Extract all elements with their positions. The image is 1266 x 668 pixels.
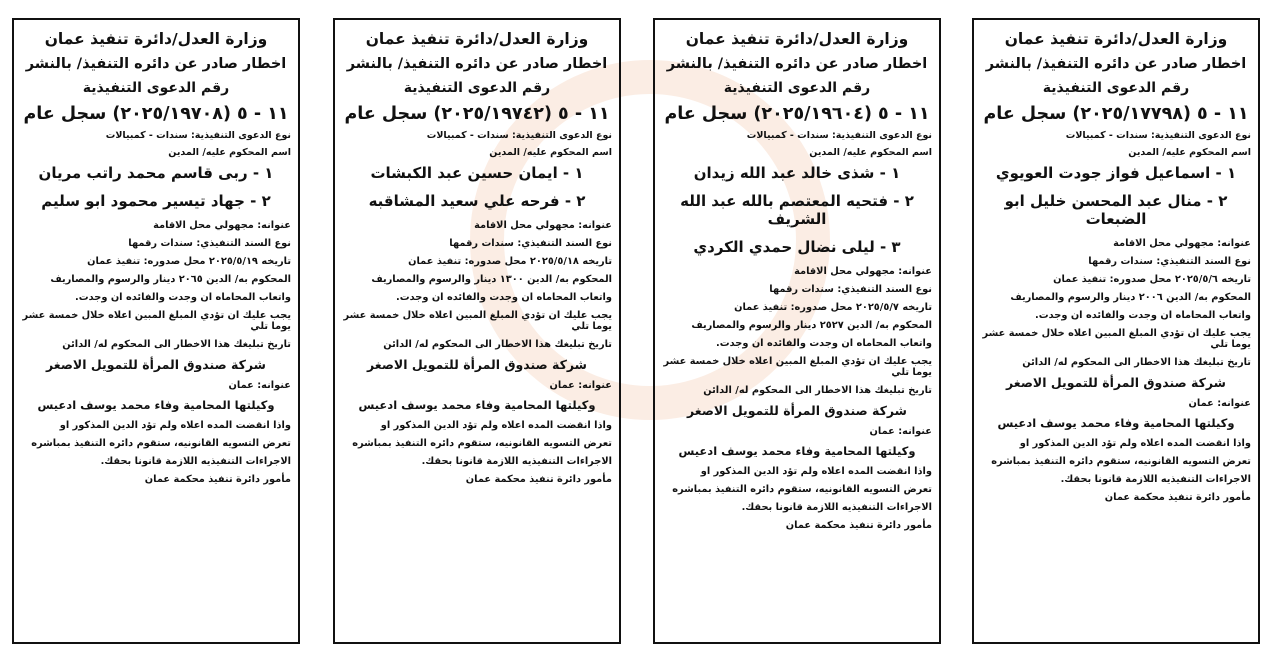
notice-title: اخطار صادر عن دائره التنفيذ/ بالنشر xyxy=(25,56,287,72)
ministry-title: وزارة العدل/دائرة تنفيذ عمان xyxy=(685,30,909,48)
notice-title: اخطار صادر عن دائره التنفيذ/ بالنشر xyxy=(346,56,608,72)
company-name: شركة صندوق المرأة للتمويل الاصغر xyxy=(687,403,907,418)
pay-line: يجب عليك ان تؤدي المبلغ المبين اعلاه خلال خمسة عشر يوما تلي xyxy=(663,356,932,378)
pay-line: يجب عليك ان تؤدي المبلغ المبين اعلاه خلال خمسة عشر يوما تلي xyxy=(22,310,291,332)
defendant-name: ١ - شذى خالد عبد الله زيدان xyxy=(693,164,901,182)
case-type: نوع الدعوى التنفيذية: سندات - كمبيالات xyxy=(746,130,932,141)
fees-line: واتعاب المحاماه ان وجدت والفائده ان وجدت. xyxy=(75,292,291,303)
defendant-name: ٢ - منال عبد المحسن خليل ابو الضبعات xyxy=(1004,192,1228,228)
closing-line: تعرض التسويه القانونيه، ستقوم دائره التنفيذ بمباشره xyxy=(672,484,932,495)
company-name: شركة صندوق المرأة للتمويل الاصغر xyxy=(1006,375,1226,390)
pay-line: تاريخ تبليغك هذا الاخطار الى المحكوم له/ الدائن xyxy=(62,339,291,350)
defendant-label: اسم المحكوم عليه/ المدين xyxy=(489,147,612,158)
closing-line: الاجراءات التنفيذيه اللازمة قانونا بحقك. xyxy=(421,456,612,467)
notice-title: اخطار صادر عن دائره التنفيذ/ بالنشر xyxy=(666,56,928,72)
closing-line: الاجراءات التنفيذيه اللازمة قانونا بحقك. xyxy=(100,456,291,467)
defendant-label: اسم المحكوم عليه/ المدين xyxy=(1128,147,1251,158)
closing-line: واذا انقضت المده اعلاه ولم تؤد الدين المذكور او xyxy=(1019,438,1251,449)
case-label: رقم الدعوى التنفيذية xyxy=(723,80,871,96)
closing-line: واذا انقضت المده اعلاه ولم تؤد الدين المذكور او xyxy=(59,420,291,431)
bond-type: نوع السند التنفيذي: سندات رقمها xyxy=(1088,256,1251,267)
address-line: عنوانه: مجهولي محل الاقامة xyxy=(153,220,291,231)
lawyer-name: وكيلتها المحامية وفاء محمد يوسف ادعيس xyxy=(997,416,1235,430)
case-type: نوع الدعوى التنفيذية: سندات - كمبيالات xyxy=(1065,130,1251,141)
case-label: رقم الدعوى التنفيذية xyxy=(403,80,551,96)
case-label: رقم الدعوى التنفيذية xyxy=(1042,80,1190,96)
case-number: ١١ - ٥ (٢٠٢٥/١٩٧٠٨) سجل عام xyxy=(23,104,289,124)
ministry-title: وزارة العدل/دائرة تنفيذ عمان xyxy=(44,30,268,48)
pay-line: تاريخ تبليغك هذا الاخطار الى المحكوم له/ الدائن xyxy=(1022,357,1251,368)
case-number: ١١ - ٥ (٢٠٢٥/١٩٦٠٤) سجل عام xyxy=(664,104,930,124)
footer: مأمور دائرة تنفيذ محكمة عمان xyxy=(465,474,612,485)
pay-line: يجب عليك ان تؤدي المبلغ المبين اعلاه خلال خمسة عشر يوما تلي xyxy=(343,310,612,332)
defendant-label: اسم المحكوم عليه/ المدين xyxy=(809,147,932,158)
case-number: ١١ - ٥ (٢٠٢٥/١٧٧٩٨) سجل عام xyxy=(983,104,1249,124)
company-name: شركة صندوق المرأة للتمويل الاصغر xyxy=(46,357,266,372)
footer: مأمور دائرة تنفيذ محكمة عمان xyxy=(144,474,291,485)
closing-line: تعرض التسويه القانونيه، ستقوم دائره التنفيذ بمباشره xyxy=(352,438,612,449)
date-line: تاريخه ٢٠٢٥/٥/١٨ محل صدوره: تنفيذ عمان xyxy=(408,256,612,267)
company-name: شركة صندوق المرأة للتمويل الاصغر xyxy=(367,357,587,372)
closing-line: واذا انقضت المده اعلاه ولم تؤد الدين المذكور او xyxy=(380,420,612,431)
address-line: عنوانه: مجهولي محل الاقامة xyxy=(794,266,932,277)
company-address: عنوانه: عمان xyxy=(549,380,612,391)
defendant-name: ٢ - فتحيه المعتصم بالله عبد الله الشريف xyxy=(680,192,914,228)
closing-line: واذا انقضت المده اعلاه ولم تؤد الدين المذكور او xyxy=(700,466,932,477)
notice-4 xyxy=(12,18,300,644)
defendant-name: ٢ - جهاد تيسير محمود ابو سليم xyxy=(41,192,271,210)
pay-line: تاريخ تبليغك هذا الاخطار الى المحكوم له/ الدائن xyxy=(383,339,612,350)
defendant-name: ٣ - ليلى نضال حمدي الكردي xyxy=(693,238,901,256)
date-line: تاريخه ٢٠٢٥/٥/١٩ محل صدوره: تنفيذ عمان xyxy=(87,256,291,267)
notice-title: اخطار صادر عن دائره التنفيذ/ بالنشر xyxy=(985,56,1247,72)
fees-line: واتعاب المحاماه ان وجدت والفائده ان وجدت. xyxy=(396,292,612,303)
pay-line: يجب عليك ان تؤدي المبلغ المبين اعلاه خلال خمسة عشر يوما تلي xyxy=(982,328,1251,350)
amount-line: المحكوم به/ الدين ٢٠٠٦ دينار والرسوم والمصاريف xyxy=(1010,292,1251,303)
company-address: عنوانه: عمان xyxy=(869,426,932,437)
notice-3 xyxy=(333,18,621,644)
lawyer-name: وكيلتها المحامية وفاء محمد يوسف ادعيس xyxy=(678,444,916,458)
bond-type: نوع السند التنفيذي: سندات رقمها xyxy=(769,284,932,295)
fees-line: واتعاب المحاماه ان وجدت والفائده ان وجدت. xyxy=(716,338,932,349)
fees-line: واتعاب المحاماه ان وجدت والفائده ان وجدت. xyxy=(1035,310,1251,321)
case-number: ١١ - ٥ (٢٠٢٥/١٩٧٤٢) سجل عام xyxy=(344,104,610,124)
amount-line: المحكوم به/ الدين ٢٥٢٧ دينار والرسوم والمصاريف xyxy=(691,320,932,331)
case-type: نوع الدعوى التنفيذية: سندات - كمبيالات xyxy=(426,130,612,141)
ministry-title: وزارة العدل/دائرة تنفيذ عمان xyxy=(365,30,589,48)
company-address: عنوانه: عمان xyxy=(228,380,291,391)
company-address: عنوانه: عمان xyxy=(1188,398,1251,409)
lawyer-name: وكيلتها المحامية وفاء محمد يوسف ادعيس xyxy=(358,398,596,412)
defendant-name: ٢ - فرحه علي سعيد المشاقبه xyxy=(368,192,586,210)
case-label: رقم الدعوى التنفيذية xyxy=(82,80,230,96)
defendant-name: ١ - اسماعيل فواز جودت العويوي xyxy=(995,164,1237,182)
case-type: نوع الدعوى التنفيذية: سندات - كمبيالات xyxy=(105,130,291,141)
closing-line: الاجراءات التنفيذيه اللازمة قانونا بحقك. xyxy=(1060,474,1251,485)
amount-line: المحكوم به/ الدين ٢٠٦٥ دينار والرسوم والمصاريف xyxy=(50,274,291,285)
date-line: تاريخه ٢٠٢٥/٥/٧ محل صدوره: تنفيذ عمان xyxy=(734,302,932,313)
address-line: عنوانه: مجهولي محل الاقامة xyxy=(474,220,612,231)
lawyer-name: وكيلتها المحامية وفاء محمد يوسف ادعيس xyxy=(37,398,275,412)
notice-2 xyxy=(653,18,941,644)
address-line: عنوانه: مجهولي محل الاقامة xyxy=(1113,238,1251,249)
closing-line: تعرض التسويه القانونيه، ستقوم دائره التنفيذ بمباشره xyxy=(991,456,1251,467)
defendant-name: ١ - ربى قاسم محمد راتب مريان xyxy=(38,164,274,182)
amount-line: المحكوم به/ الدين ١٣٠٠ دينار والرسوم والمصاريف xyxy=(371,274,612,285)
closing-line: تعرض التسويه القانونيه، ستقوم دائره التنفيذ بمباشره xyxy=(31,438,291,449)
ministry-title: وزارة العدل/دائرة تنفيذ عمان xyxy=(1004,30,1228,48)
defendant-name: ١ - ايمان حسين عبد الكبشات xyxy=(370,164,584,182)
defendant-label: اسم المحكوم عليه/ المدين xyxy=(168,147,291,158)
footer: مأمور دائرة تنفيذ محكمة عمان xyxy=(785,520,932,531)
pay-line: تاريخ تبليغك هذا الاخطار الى المحكوم له/ الدائن xyxy=(703,385,932,396)
notice-1 xyxy=(972,18,1260,644)
closing-line: الاجراءات التنفيذيه اللازمة قانونا بحقك. xyxy=(741,502,932,513)
bond-type: نوع السند التنفيذي: سندات رقمها xyxy=(128,238,291,249)
footer: مأمور دائرة تنفيذ محكمة عمان xyxy=(1104,492,1251,503)
date-line: تاريخه ٢٠٢٥/٥/٦ محل صدوره: تنفيذ عمان xyxy=(1053,274,1251,285)
bond-type: نوع السند التنفيذي: سندات رقمها xyxy=(449,238,612,249)
